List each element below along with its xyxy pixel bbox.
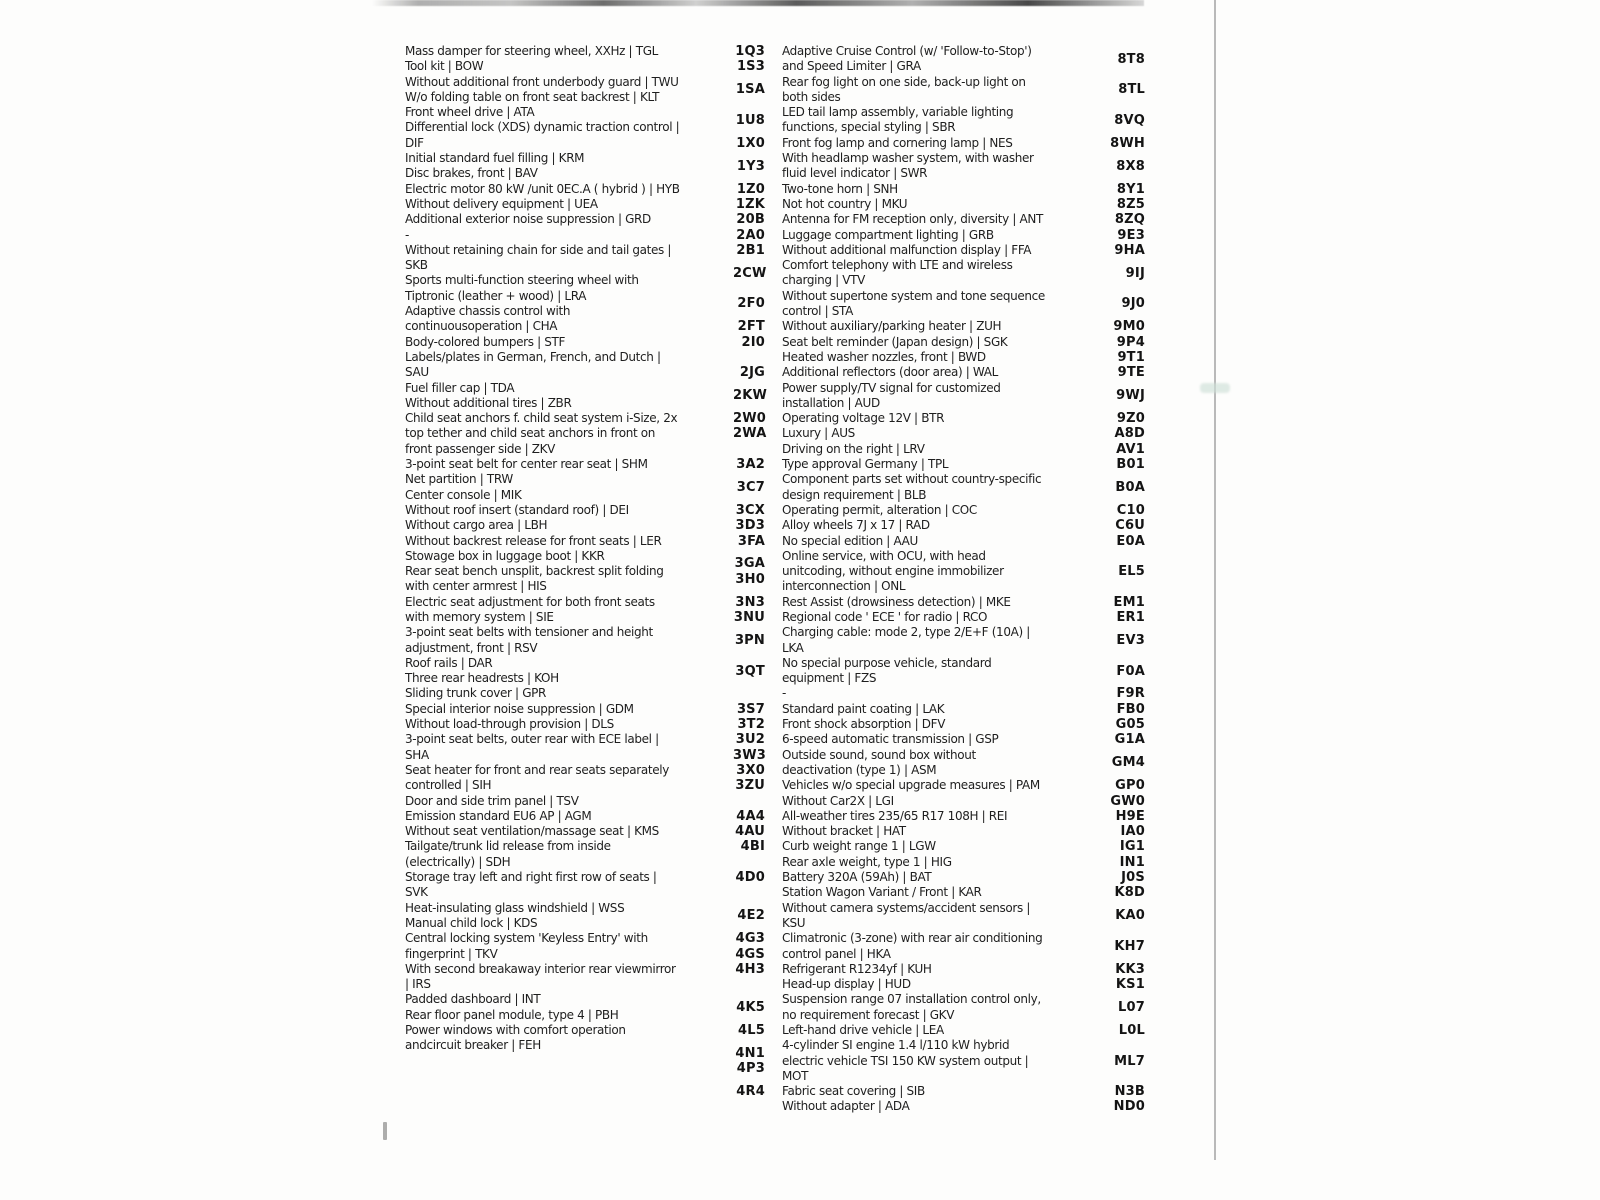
equipment-list-column-middle: [733, 44, 1145, 1115]
pr-code: 4A4: [736, 808, 765, 824]
pr-code: 1Q3 1S3: [735, 44, 765, 75]
pr-code: 1Z0: [736, 181, 765, 197]
right-pr-code: 9E3: [1117, 227, 1145, 243]
equipment-description: Rear fog light on one side, back-up light on both sides: [782, 74, 1026, 104]
right-pr-code: 8TL: [1118, 82, 1145, 98]
equipment-item: Labels/plates in German, French, and Dutch | SAU: [405, 349, 661, 380]
pr-code: 4H3: [735, 961, 765, 977]
right-pr-code: 9T1: [1117, 349, 1145, 365]
right-pr-code: 9TE: [1117, 365, 1145, 381]
equipment-item: Without cargo area | LBH: [405, 518, 548, 533]
equipment-row: [733, 962, 1145, 977]
equipment-item: Front wheel drive | ATA: [405, 105, 535, 120]
right-pr-code: 9WJ: [1116, 388, 1145, 404]
equipment-item: Roof rails | DAR: [405, 655, 493, 670]
pr-code: 3W3 3X0: [733, 747, 767, 778]
equipment-row: [733, 105, 1145, 136]
pr-code: 3NU: [733, 609, 765, 625]
equipment-item: Fuel filler cap | TDA: [405, 380, 515, 395]
equipment-description: Refrigerant R1234yf | KUH: [782, 961, 932, 976]
equipment-description: Front shock absorption | DFV: [782, 717, 946, 732]
equipment-row: [733, 1084, 1145, 1099]
scan-artifact-mark: [383, 1122, 387, 1140]
pr-code: 4G3 4GS: [735, 931, 765, 962]
equipment-row: [733, 794, 1145, 809]
right-pr-code: G1A: [1114, 732, 1145, 748]
right-pr-code: C10: [1116, 502, 1145, 518]
equipment-item: Special interior noise suppression | GDM: [405, 701, 634, 716]
equipment-row: [733, 702, 1145, 717]
equipment-description: Adaptive Cruise Control (w/ 'Follow-to-Stop') and Speed Limiter | GRA: [782, 44, 1032, 74]
equipment-description: Two-tone horn | SNH: [782, 181, 898, 196]
equipment-description: Without bracket | HAT: [782, 824, 906, 839]
right-pr-code: H9E: [1115, 808, 1145, 824]
pr-code: 2A0: [736, 227, 765, 243]
equipment-row: [733, 534, 1145, 549]
equipment-item: Differential lock (XDS) dynamic traction control | DIF: [405, 120, 680, 150]
equipment-description: Front fog lamp and cornering lamp | NES: [782, 135, 1013, 150]
equipment-item: Child seat anchors f. child seat system i-Size, 2x top tether and child seat anchors in front on front passenger side | ZKV: [405, 411, 678, 456]
equipment-row: [733, 197, 1145, 212]
equipment-row: [733, 289, 1145, 320]
pr-code: 4AU: [735, 824, 765, 840]
scan-artifact-vertical-line: [1214, 0, 1216, 1160]
right-pr-code: EM1: [1113, 594, 1145, 610]
right-pr-code: L0L: [1118, 1023, 1145, 1038]
right-pr-code: 8ZQ: [1114, 212, 1145, 228]
equipment-item: Emission standard EU6 AP | AGM: [405, 808, 592, 823]
equipment-item: 3-point seat belts, outer rear with ECE label | SHA: [405, 732, 659, 762]
equipment-description: Regional code ' ECE ' for radio | RCO: [782, 609, 988, 624]
right-pr-code: 8WH: [1110, 135, 1145, 151]
right-pr-code: K8D: [1114, 885, 1145, 901]
equipment-item: Without seat ventilation/massage seat | KMS: [405, 824, 659, 839]
pr-code: 4E2: [737, 908, 765, 924]
pr-code: 4L5: [738, 1023, 765, 1038]
equipment-item: Sports multi-function steering wheel with Tiptronic (leather + wood) | LRA: [405, 273, 639, 303]
equipment-description: Battery 320A (59Ah) | BAT: [782, 870, 932, 885]
equipment-row: [733, 977, 1145, 992]
right-pr-code: 9J0: [1121, 296, 1145, 312]
equipment-item: Without additional tires | ZBR: [405, 395, 572, 410]
equipment-row: [733, 503, 1145, 518]
equipment-item: 3-point seat belts with tensioner and height adjustment, front | RSV: [405, 625, 653, 655]
equipment-description: Seat belt reminder (Japan design) | SGK: [782, 334, 1008, 349]
equipment-item: Net partition | TRW: [405, 472, 513, 487]
right-pr-code: 8VQ: [1114, 112, 1145, 128]
pr-code: 2KW: [733, 388, 768, 404]
pr-code: 2JG: [739, 365, 765, 381]
pr-code: 3S7: [736, 701, 765, 717]
pr-code: 3GA 3H0: [734, 556, 765, 587]
pr-code: 3ZU: [735, 778, 765, 794]
pr-code: 4D0: [735, 870, 765, 886]
equipment-row: [733, 182, 1145, 197]
equipment-list-column-left: [405, 44, 681, 1054]
pr-code: 2W0: [733, 411, 767, 427]
pr-code: 3CX: [735, 502, 765, 518]
equipment-description: Without auxiliary/parking heater | ZUH: [782, 319, 1002, 334]
equipment-item: Center console | MIK: [405, 487, 522, 502]
equipment-row: [733, 748, 1145, 779]
equipment-description: Additional reflectors (door area) | WAL: [782, 365, 998, 380]
equipment-row: [733, 1099, 1145, 1114]
equipment-row: [733, 595, 1145, 610]
equipment-description: Without adapter | ADA: [782, 1099, 910, 1114]
equipment-item: 3-point seat belt for center rear seat | SHM: [405, 457, 648, 472]
right-pr-code: 9M0: [1113, 319, 1145, 335]
equipment-description: Vehicles w/o special upgrade measures | PAM: [782, 778, 1040, 793]
equipment-row: [733, 1038, 1145, 1084]
right-pr-code: G05: [1115, 717, 1145, 733]
equipment-row: [733, 44, 1145, 75]
pr-code: 3D3: [735, 518, 765, 534]
equipment-item: Adaptive chassis control with continuousoperation | CHA: [405, 304, 571, 334]
right-pr-code: 9HA: [1114, 242, 1145, 258]
right-pr-code: KK3: [1115, 961, 1145, 977]
right-pr-code: F0A: [1116, 663, 1145, 679]
equipment-description: No special edition | AAU: [782, 533, 918, 548]
pr-code: 2B1: [736, 242, 765, 258]
right-pr-code: IA0: [1120, 824, 1145, 840]
right-pr-code: B01: [1116, 457, 1145, 473]
equipment-description: Without supertone system and tone sequence control | STA: [782, 288, 1045, 319]
equipment-row: [733, 518, 1145, 533]
equipment-row: [733, 243, 1145, 258]
right-pr-code: B0A: [1115, 479, 1145, 495]
right-pr-code: 9P4: [1116, 334, 1145, 350]
equipment-item: Electric seat adjustment for both front seats with memory system | SIE: [405, 594, 655, 624]
equipment-row: [733, 151, 1145, 182]
pr-code: 3FA: [737, 533, 765, 549]
equipment-item: Without backrest release for front seats | LER: [405, 533, 662, 548]
equipment-item: Tailgate/trunk lid release from inside (electrically) | SDH: [405, 839, 611, 869]
right-pr-code: ER1: [1116, 609, 1145, 625]
right-pr-code: 8Y1: [1116, 181, 1145, 197]
equipment-description: Power supply/TV signal for customized installation | AUD: [782, 380, 1001, 410]
equipment-row: [733, 824, 1145, 839]
pr-code: 4K5: [736, 1000, 765, 1016]
equipment-description: Alloy wheels 7J x 17 | RAD: [782, 518, 930, 533]
pr-code: 2I0: [741, 334, 765, 350]
right-pr-code: 9Z0: [1116, 411, 1145, 427]
equipment-description: Online service, with OCU, with head unitcoding, without engine immobilizer interconnection | ONL: [782, 548, 1004, 594]
equipment-row: [733, 549, 1145, 595]
equipment-description: Type approval Germany | TPL: [782, 457, 949, 472]
equipment-item: Three rear headrests | KOH: [405, 671, 559, 686]
equipment-row: [733, 258, 1145, 289]
equipment-description: Curb weight range 1 | LGW: [782, 839, 936, 854]
equipment-row: [733, 319, 1145, 334]
equipment-item: Without load-through provision | DLS: [405, 717, 614, 732]
right-pr-code: IN1: [1119, 854, 1145, 870]
right-pr-code: E0A: [1116, 533, 1145, 549]
equipment-item: Electric motor 80 kW /unit 0EC.A ( hybrid ) | HYB: [405, 181, 680, 196]
equipment-row: [733, 686, 1145, 701]
equipment-description: Driving on the right | LRV: [782, 441, 925, 456]
right-pr-code: J0S: [1121, 870, 1145, 886]
equipment-row: [733, 335, 1145, 350]
equipment-description: Antenna for FM reception only, diversity | ANT: [782, 212, 1043, 227]
equipment-item: Rear seat bench unsplit, backrest split folding with center armrest | HIS: [405, 564, 664, 594]
equipment-description: Charging cable: mode 2, type 2/E+F (10A) | LKA: [782, 625, 1030, 655]
equipment-row: [733, 411, 1145, 426]
right-pr-code: L07: [1118, 1000, 1145, 1016]
pr-code: 3A2: [736, 457, 765, 473]
right-pr-code: EL5: [1118, 564, 1145, 580]
equipment-row: [733, 136, 1145, 151]
right-pr-code: KA0: [1115, 908, 1145, 924]
equipment-item: Door and side trim panel | TSV: [405, 793, 579, 808]
equipment-description: Climatronic (3-zone) with rear air conditioning control panel | HKA: [782, 931, 1043, 961]
equipment-row: [733, 732, 1145, 747]
equipment-row: [733, 625, 1145, 656]
equipment-row: [733, 442, 1145, 457]
right-pr-code: FB0: [1116, 701, 1145, 717]
equipment-description: Rear axle weight, type 1 | HIG: [782, 854, 952, 869]
pr-code: 2F0: [737, 296, 765, 312]
scan-artifact-top-edge: [372, 0, 1144, 6]
equipment-row: [733, 656, 1145, 687]
right-pr-code: AV1: [1116, 441, 1145, 457]
equipment-item: Additional exterior noise suppression | GRD: [405, 212, 651, 227]
equipment-description: Rest Assist (drowsiness detection) | MKE: [782, 594, 1011, 609]
pr-code: 2CW: [733, 265, 767, 281]
equipment-item: Without additional front underbody guard | TWU: [405, 74, 679, 89]
equipment-description: Comfort telephony with LTE and wireless charging | VTV: [782, 258, 1013, 288]
equipment-item: Heat-insulating glass windshield | WSS: [405, 900, 625, 915]
equipment-item: W/o folding table on front seat backrest | KLT: [405, 89, 660, 104]
equipment-item: Body-colored bumpers | STF: [405, 334, 566, 349]
pr-code: 2WA: [733, 426, 767, 442]
equipment-row: [733, 931, 1145, 962]
pr-code: 4BI: [740, 839, 765, 855]
right-pr-code: 8X8: [1116, 158, 1145, 174]
right-pr-code: GW0: [1110, 793, 1145, 809]
equipment-row: [733, 472, 1145, 503]
pr-code: 1SA: [735, 82, 765, 98]
equipment-item: Central locking system 'Keyless Entry' with fingerprint | TKV: [405, 931, 648, 961]
equipment-description: Luggage compartment lighting | GRB: [782, 227, 994, 242]
pr-code: 3T2: [737, 717, 765, 733]
equipment-item: Initial standard fuel filling | KRM: [405, 151, 585, 166]
right-pr-code: EV3: [1116, 632, 1145, 648]
equipment-description: Luxury | AUS: [782, 426, 855, 441]
equipment-description: All-weather tires 235/65 R17 108H | REI: [782, 808, 1008, 823]
equipment-item: Without roof insert (standard roof) | DEI: [405, 502, 629, 517]
right-pr-code: ML7: [1114, 1053, 1145, 1069]
equipment-row: [733, 855, 1145, 870]
equipment-item: Sliding trunk cover | GPR: [405, 686, 547, 701]
equipment-description: 6-speed automatic transmission | GSP: [782, 732, 999, 747]
equipment-row: [733, 839, 1145, 854]
right-pr-code: KH7: [1114, 938, 1145, 954]
equipment-description: Operating voltage 12V | BTR: [782, 411, 945, 426]
equipment-row: [733, 901, 1145, 932]
right-pr-code: KS1: [1115, 977, 1145, 993]
equipment-row: [733, 717, 1145, 732]
equipment-description: Fabric seat covering | SIB: [782, 1084, 925, 1099]
equipment-row: [733, 885, 1145, 900]
right-pr-code: ND0: [1113, 1099, 1145, 1115]
equipment-item: Padded dashboard | INT: [405, 992, 541, 1007]
equipment-item: Storage tray left and right first row of seats | SVK: [405, 870, 657, 900]
equipment-description: LED tail lamp assembly, variable lighting functions, special styling | SBR: [782, 105, 1014, 135]
pr-code: 1Y3: [736, 158, 765, 174]
equipment-item: Rear floor panel module, type 4 | PBH: [405, 1007, 619, 1022]
scan-artifact-smudge: [1200, 383, 1230, 393]
equipment-description: Head-up display | HUD: [782, 977, 911, 992]
equipment-description: Suspension range 07 installation control only, no requirement forecast | GKV: [782, 992, 1041, 1022]
equipment-description: Without camera systems/accident sensors | KSU: [782, 900, 1031, 930]
equipment-item: Without retaining chain for side and tail gates | SKB: [405, 242, 672, 273]
right-pr-code: A8D: [1114, 426, 1145, 442]
equipment-item: Power windows with comfort operation andcircuit breaker | FEH: [405, 1023, 626, 1053]
pr-code: 3C7: [736, 479, 765, 495]
equipment-row: [733, 212, 1145, 227]
equipment-description: Without Car2X | LGI: [782, 793, 894, 808]
right-pr-code: C6U: [1115, 518, 1145, 534]
equipment-item: With second breakaway interior rear viewmirror | IRS: [405, 961, 676, 992]
right-pr-code: N3B: [1114, 1084, 1145, 1100]
equipment-row: [733, 870, 1145, 885]
equipment-item: -: [405, 227, 409, 242]
equipment-row: [733, 426, 1145, 441]
right-pr-code: F9R: [1116, 686, 1145, 702]
right-pr-code: 8T8: [1117, 51, 1145, 67]
equipment-description: Without additional malfunction display | FFA: [782, 242, 1032, 257]
pr-code: 2FT: [737, 319, 765, 335]
right-pr-code: GP0: [1115, 778, 1145, 794]
right-pr-code: GM4: [1111, 755, 1145, 771]
pr-code: 20B: [736, 212, 765, 228]
pr-code: 3QT: [735, 663, 765, 679]
equipment-item: Seat heater for front and rear seats separately controlled | SIH: [405, 762, 669, 793]
pr-code: 1ZK: [735, 196, 765, 212]
equipment-item: Disc brakes, front | BAV: [405, 166, 538, 181]
equipment-description: Operating permit, alteration | COC: [782, 502, 977, 517]
right-pr-code: IG1: [1119, 839, 1145, 855]
equipment-description: Component parts set without country-specific design requirement | BLB: [782, 472, 1042, 502]
equipment-item: Manual child lock | KDS: [405, 915, 538, 930]
equipment-row: [733, 809, 1145, 824]
right-pr-code: 8Z5: [1116, 196, 1145, 212]
equipment-description: Standard paint coating | LAK: [782, 701, 945, 716]
equipment-row: [733, 778, 1145, 793]
pr-code: 4N1 4P3: [735, 1045, 765, 1077]
equipment-row: [733, 350, 1145, 365]
pr-code: 3PN: [734, 632, 765, 648]
equipment-item: Without delivery equipment | UEA: [405, 196, 598, 211]
equipment-description: 4-cylinder SI engine 1.4 l/110 kW hybrid electric vehicle TSI 150 KW system output | MOT: [782, 1038, 1029, 1083]
equipment-item: Tool kit | BOW: [405, 59, 484, 74]
equipment-row: [733, 365, 1145, 380]
equipment-row: [733, 992, 1145, 1023]
pr-code: 3N3: [735, 594, 765, 610]
pr-code: 4R4: [736, 1084, 765, 1100]
equipment-description: Not hot country | MKU: [782, 196, 908, 211]
pr-code: 1U8: [735, 112, 765, 128]
equipment-row: [733, 457, 1145, 472]
equipment-description: Station Wagon Variant / Front | KAR: [782, 885, 982, 900]
equipment-row: [733, 381, 1145, 412]
equipment-row: [733, 610, 1145, 625]
equipment-description: Heated washer nozzles, front | BWD: [782, 349, 986, 364]
equipment-row: [733, 75, 1145, 106]
equipment-item: Mass damper for steering wheel, XXHz | TGL: [405, 44, 658, 58]
right-pr-code: 9IJ: [1125, 265, 1145, 281]
equipment-row: [733, 228, 1145, 243]
equipment-description: -: [782, 686, 786, 701]
pr-code: 3U2: [735, 732, 765, 748]
equipment-description: With headlamp washer system, with washer fluid level indicator | SWR: [782, 151, 1034, 181]
equipment-description: No special purpose vehicle, standard equipment | FZS: [782, 655, 992, 686]
equipment-description: Outside sound, sound box without deactivation (type 1) | ASM: [782, 747, 976, 777]
equipment-description: Left-hand drive vehicle | LEA: [782, 1023, 944, 1037]
equipment-item: Stowage box in luggage boot | KKR: [405, 548, 605, 563]
pr-code: 1X0: [736, 135, 765, 151]
equipment-row: [733, 1023, 1145, 1038]
